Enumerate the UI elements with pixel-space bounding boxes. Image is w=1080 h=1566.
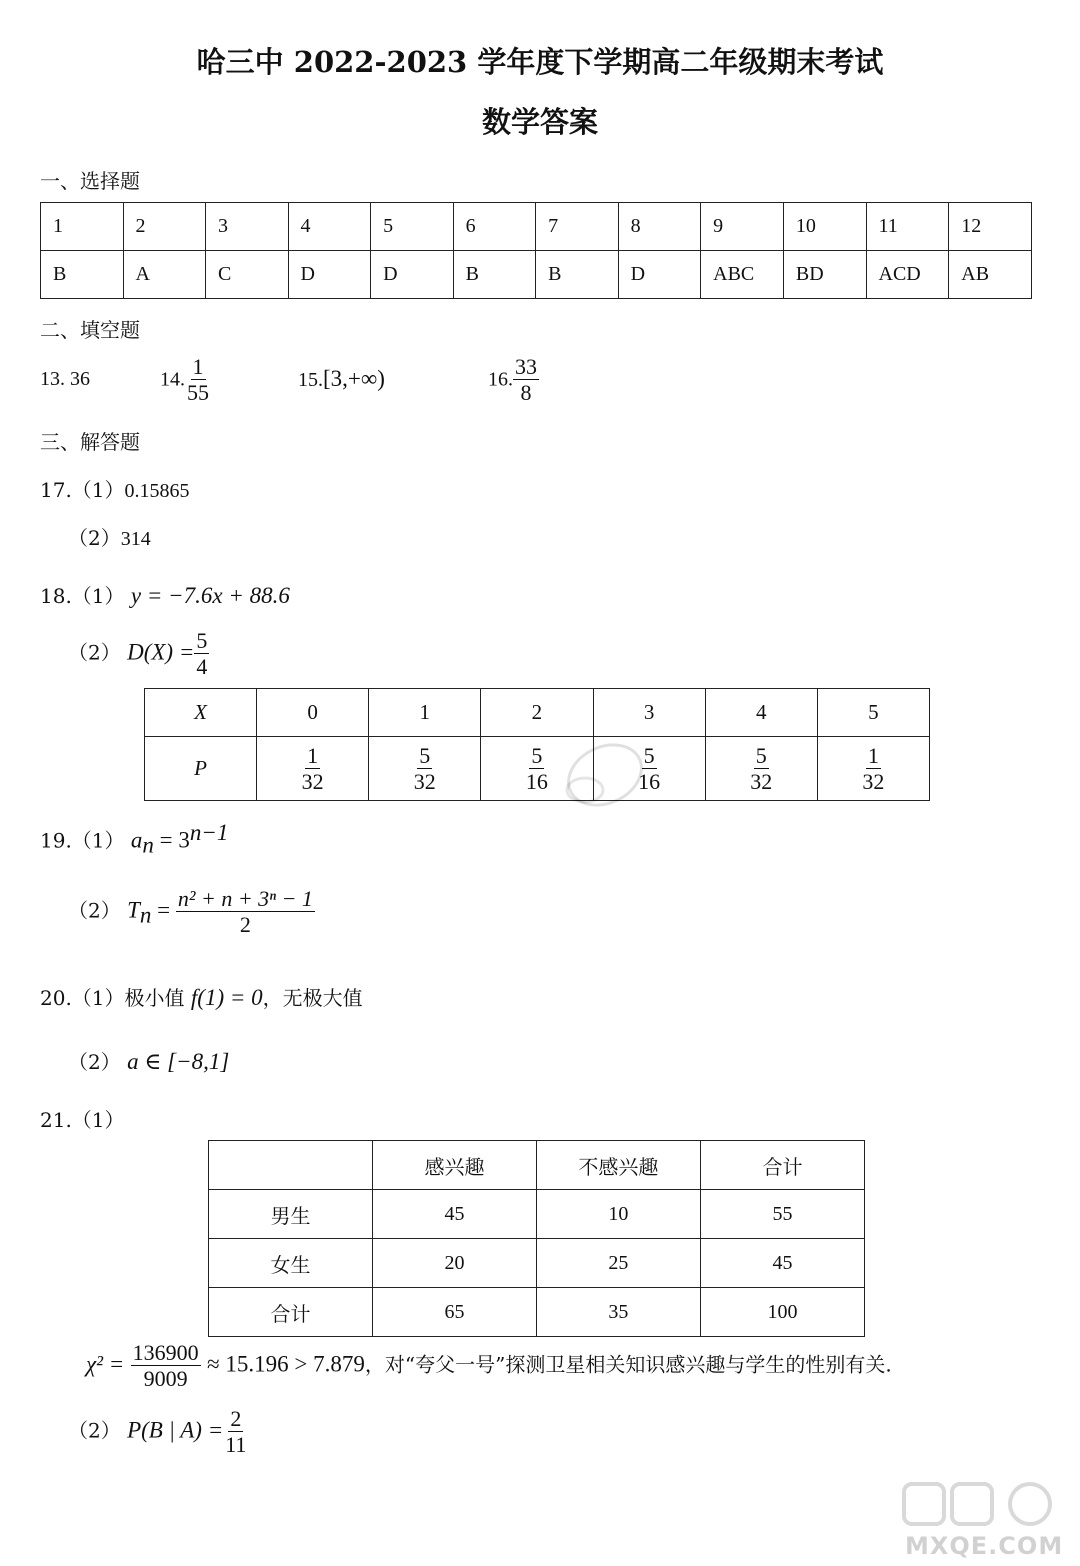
distribution-table <box>144 688 930 801</box>
table-cell: 4 <box>705 689 817 737</box>
answer-value: 314 <box>120 528 151 550</box>
answer-label: 15. <box>298 369 323 391</box>
answer-math: a ∈ [−8,1] <box>127 1049 230 1074</box>
denominator: 32 <box>301 769 324 794</box>
table-cell: 8 <box>618 203 701 251</box>
answer-18-part2 <box>68 628 209 680</box>
table-cell: 3 <box>206 203 289 251</box>
table-cell: 10 <box>783 203 866 251</box>
answer-label: 17.（1） <box>40 478 125 502</box>
table-cell: 5 <box>371 203 454 251</box>
denominator: 32 <box>413 769 436 794</box>
answer-label: 19.（1） <box>40 828 125 853</box>
answer-13: 13. 36 <box>40 368 90 390</box>
answer-17-part1 <box>40 474 190 503</box>
denominator: 2 <box>239 912 251 938</box>
fraction <box>176 886 315 938</box>
equals-base: = 3 <box>153 827 190 853</box>
chi-square-statement <box>86 1340 892 1392</box>
numerator: 136900 <box>132 1340 199 1365</box>
denominator: 8 <box>520 380 532 406</box>
denominator: 16 <box>638 769 661 794</box>
answer-21-part1-label: 21.（1） <box>40 1108 125 1132</box>
denominator: 32 <box>862 769 885 794</box>
multiple-choice-table <box>40 202 1032 299</box>
table-cell: 35 <box>536 1288 700 1337</box>
section-solution-heading: 三、解答题 <box>40 430 140 454</box>
table-cell: AB <box>949 251 1032 299</box>
watermark-stamp-icon <box>545 735 665 815</box>
subscript: n <box>139 902 152 928</box>
denominator: 11 <box>225 1432 247 1458</box>
answer-19-part1 <box>40 820 228 859</box>
answer-text: ，无极大值 <box>262 986 363 1010</box>
table-cell: D <box>288 251 371 299</box>
table-cell: 女生 <box>209 1239 373 1288</box>
numerator: 5 <box>643 742 655 768</box>
denominator: 9009 <box>143 1366 188 1392</box>
table-cell: 感兴趣 <box>372 1141 536 1190</box>
section-fill-heading: 二、填空题 <box>40 318 140 342</box>
chi-square-value: ≈ 15.196 > 7.879 <box>207 1351 365 1377</box>
table-cell: 45 <box>372 1190 536 1239</box>
table-cell: ACD <box>866 251 949 299</box>
table-cell: 不感兴趣 <box>536 1141 700 1190</box>
table-cell: 5 <box>817 689 929 737</box>
table-cell <box>209 1141 373 1190</box>
numerator: 5 <box>419 742 431 768</box>
table-cell: 男生 <box>209 1190 373 1239</box>
table-cell <box>817 737 929 801</box>
regression-equation: y = −7.6x + 88.6 <box>130 583 290 608</box>
denominator: 55 <box>187 380 209 406</box>
table-row <box>41 251 1032 299</box>
numerator: 2 <box>230 1406 242 1431</box>
numerator: 1 <box>867 742 879 768</box>
table-cell: 25 <box>536 1239 700 1288</box>
answer-math: f(1) = 0 <box>190 985 263 1010</box>
table-cell: 6 <box>453 203 536 251</box>
table-row <box>209 1141 865 1190</box>
table-row <box>209 1288 865 1337</box>
table-cell <box>705 737 817 801</box>
denominator: 16 <box>525 769 548 794</box>
numerator: 5 <box>196 628 208 653</box>
table-cell: P <box>145 737 257 801</box>
variance-label: D(X) = <box>127 639 195 665</box>
denominator: 4 <box>196 654 208 680</box>
table-cell: C <box>206 251 289 299</box>
answer-18-part1 <box>40 580 290 609</box>
table-cell: ABC <box>701 251 784 299</box>
denominator: 32 <box>750 769 773 794</box>
table-cell: 1 <box>369 689 481 737</box>
conclusion-text: ，对“夸父一号”探测卫星相关知识感兴趣与学生的性别有关. <box>364 1352 892 1377</box>
table-cell: 20 <box>372 1239 536 1288</box>
fraction <box>131 1340 201 1392</box>
table-row <box>145 689 930 737</box>
answer-value: [3,+∞) <box>323 366 385 391</box>
table-cell: 65 <box>372 1288 536 1337</box>
table-cell: BD <box>783 251 866 299</box>
table-row <box>209 1239 865 1288</box>
answer-21-part2 <box>68 1406 248 1458</box>
answer-label: 16. <box>488 368 513 391</box>
exponent: n−1 <box>189 820 229 845</box>
numerator: 5 <box>531 742 543 768</box>
numerator: 5 <box>755 742 767 768</box>
answer-label: （2） <box>68 526 121 550</box>
fraction <box>513 354 539 406</box>
answer-20-part1 <box>40 982 363 1011</box>
answer-label: （2） <box>68 640 121 665</box>
answer-label: 18.（1） <box>40 584 125 608</box>
page-subtitle: 数学答案 <box>481 105 598 139</box>
answer-19-part2: （2） $T_n$ = $\frac{\text{n² + n + 3ⁿ − 1}}{2}$ <box>68 886 313 938</box>
watermark-text: MXQE.COM <box>905 1532 1064 1560</box>
table-cell: B <box>41 251 124 299</box>
fraction <box>194 628 209 680</box>
answer-14 <box>160 354 211 406</box>
table-row <box>209 1190 865 1239</box>
numerator: 1 <box>192 354 204 379</box>
table-cell: D <box>371 251 454 299</box>
table-cell <box>257 737 369 801</box>
table-cell: 7 <box>536 203 619 251</box>
table-cell: 3 <box>593 689 705 737</box>
table-cell: 合计 <box>700 1141 864 1190</box>
table-cell: B <box>453 251 536 299</box>
numerator: 1 <box>307 742 319 768</box>
sum-term: T <box>127 897 140 923</box>
answer-16 <box>488 354 539 406</box>
table-cell: 9 <box>701 203 784 251</box>
fraction <box>223 1406 248 1458</box>
answer-label: （2） <box>68 898 121 923</box>
answer-value: 0.15865 <box>124 480 190 502</box>
answer-label: 20.（1） <box>40 986 125 1010</box>
answer-20-part2 <box>68 1046 229 1075</box>
table-cell: 合计 <box>209 1288 373 1337</box>
numerator: n² + n + 3ⁿ − 1 <box>177 886 313 911</box>
page-title: 哈三中 2022-2023 学年度下学期高二年级期末考试 <box>196 45 884 79</box>
table-cell: X <box>145 689 257 737</box>
table-cell: 2 <box>481 689 593 737</box>
answer-15 <box>298 366 385 392</box>
fraction <box>185 354 211 406</box>
table-cell: 1 <box>41 203 124 251</box>
table-cell: 11 <box>866 203 949 251</box>
answer-label: 14. <box>160 368 185 391</box>
answer-label: （2） <box>68 1050 121 1074</box>
table-cell: 4 <box>288 203 371 251</box>
chi-square-label: χ² = <box>86 1351 125 1377</box>
subscript: n <box>142 832 154 858</box>
table-cell: 10 <box>536 1190 700 1239</box>
table-row <box>145 737 930 801</box>
table-cell: B <box>536 251 619 299</box>
watermark-logo-icon <box>900 1478 1070 1538</box>
table-cell <box>369 737 481 801</box>
table-cell: 100 <box>700 1288 864 1337</box>
table-cell: 0 <box>257 689 369 737</box>
answer-label: （2） <box>68 1418 121 1443</box>
answer-17-part2 <box>68 522 151 551</box>
answer-text: 极小值 <box>124 986 185 1010</box>
table-cell: D <box>618 251 701 299</box>
section-choice-heading: 一、选择题 <box>40 169 140 193</box>
table-cell: A <box>123 251 206 299</box>
contingency-table <box>208 1140 865 1337</box>
table-cell: 45 <box>700 1239 864 1288</box>
table-cell: 12 <box>949 203 1032 251</box>
numerator: 33 <box>515 354 537 379</box>
table-cell: 55 <box>700 1190 864 1239</box>
table-row <box>41 203 1032 251</box>
table-cell: 2 <box>123 203 206 251</box>
sequence-term: a <box>130 827 143 853</box>
conditional-probability: P(B | A) = <box>127 1417 224 1443</box>
